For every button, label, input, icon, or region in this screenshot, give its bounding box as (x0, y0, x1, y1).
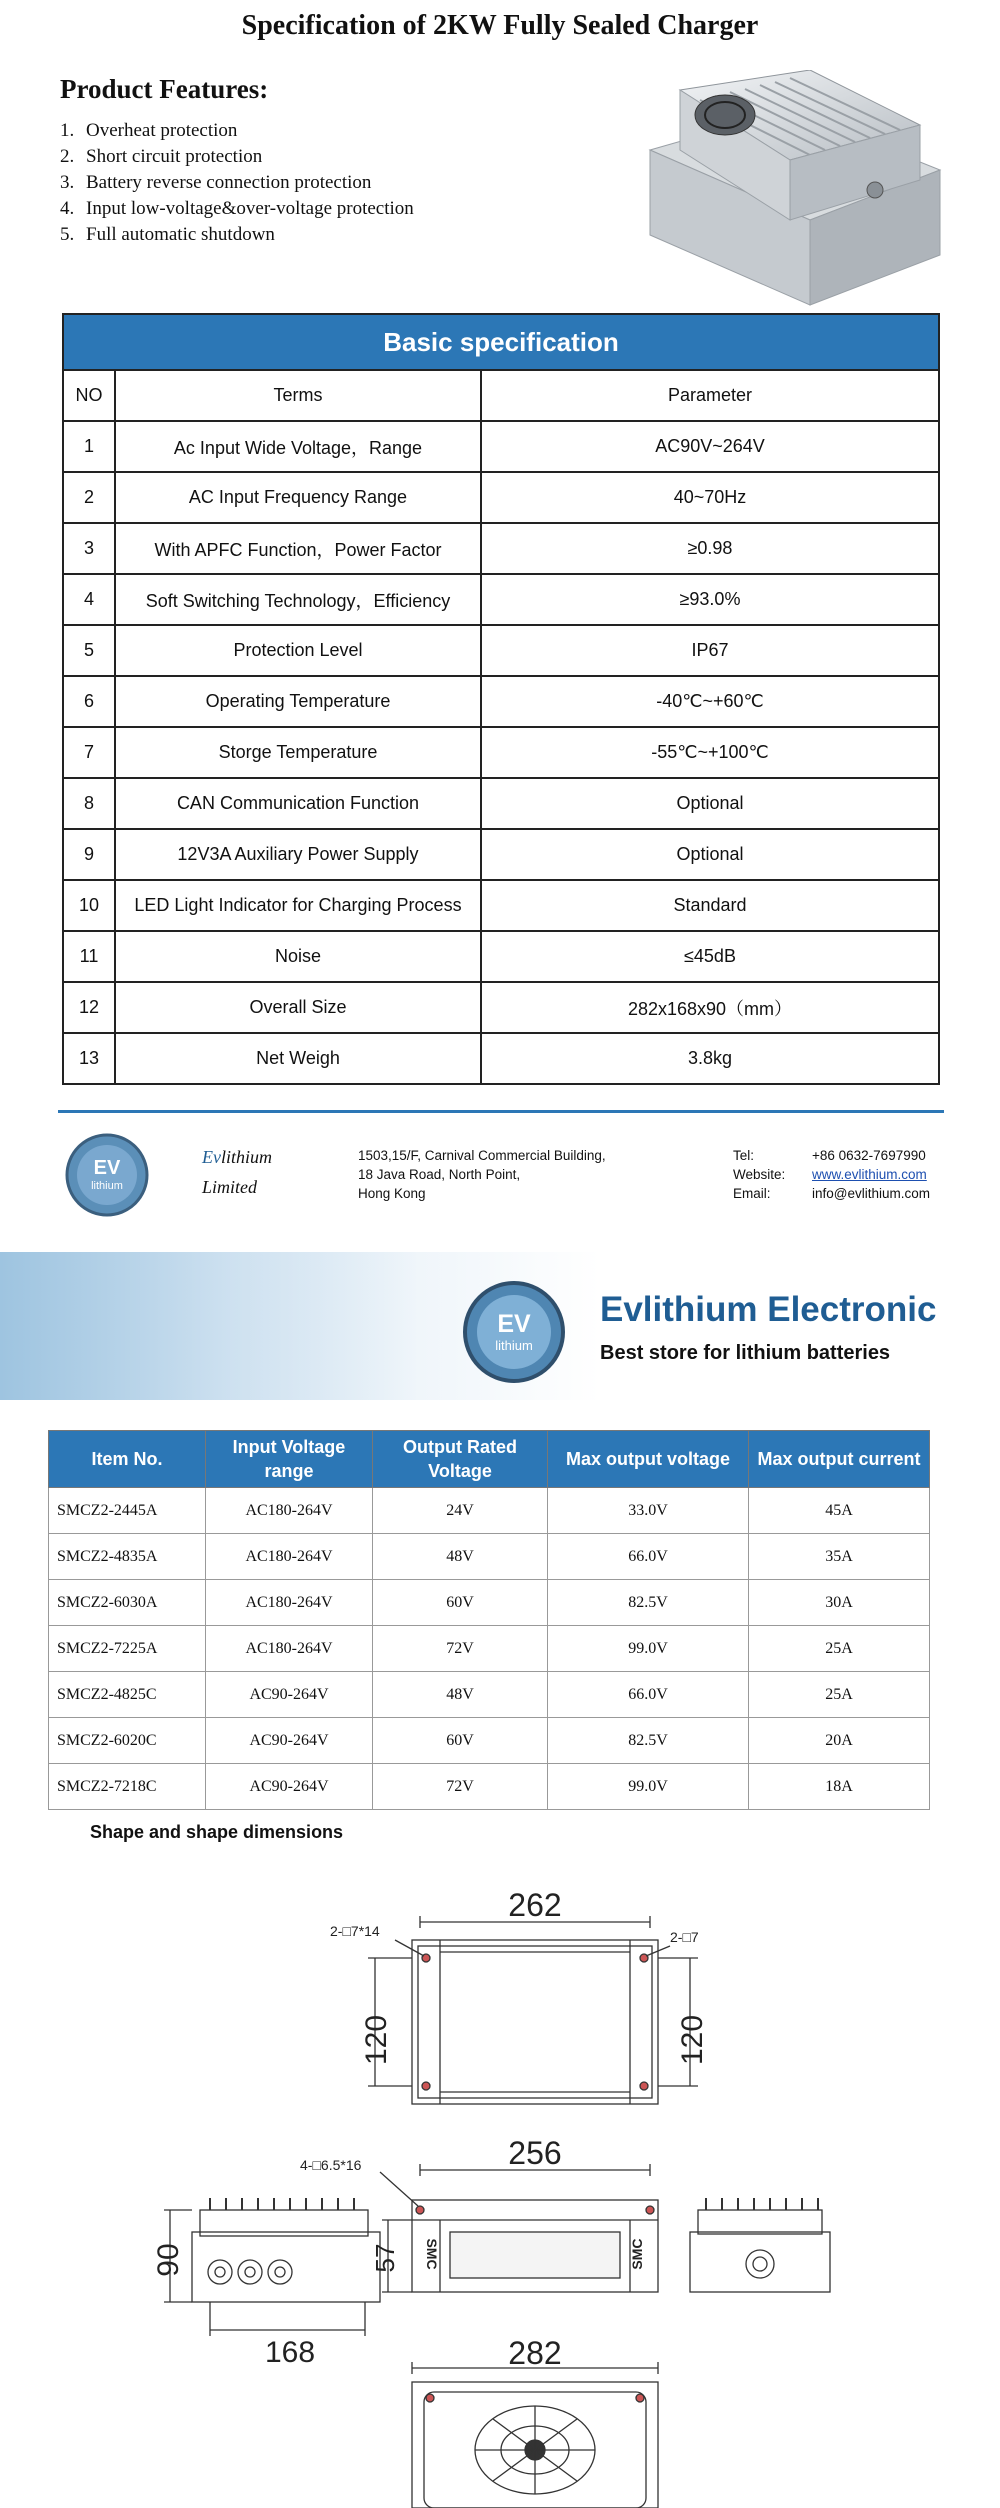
feature-item: 4. Input low-voltage&over-voltage protection (60, 198, 414, 219)
contact-labels: Tel: Website: Email: (733, 1148, 786, 1201)
spec-row (63, 829, 939, 880)
spec-term: Net Weigh (115, 1033, 481, 1084)
model-header-row (49, 1431, 930, 1488)
model-table (48, 1430, 930, 1810)
model-row: SMCZ2-6030A AC180-264V 60V 82.5V 30A (49, 1580, 930, 1626)
spec-term: CAN Communication Function (115, 778, 481, 829)
email-value: info@evlithium.com (812, 1186, 930, 1201)
header-max-output-current: Max output current (749, 1431, 930, 1488)
spec-parameter: 3.8kg (481, 1033, 939, 1084)
spec-no: 10 (63, 880, 115, 931)
model-row: SMCZ2-2445A AC180-264V 24V 33.0V 45A (49, 1488, 930, 1534)
spec-row (63, 472, 939, 523)
svg-text:EV: EV (93, 1157, 121, 1179)
dimension-drawing (150, 1880, 870, 2508)
side-brand-left: SMC (424, 2238, 440, 2270)
model-row: SMCZ2-7225A AC180-264V 72V 99.0V 25A (49, 1626, 930, 1672)
spec-parameter: Standard (481, 880, 939, 931)
dim-top-height-right: 120 (676, 2014, 709, 2066)
spec-no: 7 (63, 727, 115, 778)
spec-parameter: 282x168x90（mm） (481, 982, 939, 1033)
dim-side-height: 57 (370, 2243, 400, 2273)
spec-parameter: ≥0.98 (481, 523, 939, 574)
spec-no: 3 (63, 523, 115, 574)
feature-item: 1. Overheat protection (60, 120, 238, 141)
feature-item: 2. Short circuit protection (60, 146, 263, 167)
model-row: SMCZ2-6020C AC90-264V 60V 82.5V 20A (49, 1718, 930, 1764)
header-terms: Terms (115, 370, 481, 421)
spec-parameter: ≥93.0% (481, 574, 939, 625)
spec-term: Operating Temperature (115, 676, 481, 727)
spec-parameter: AC90V~264V (481, 421, 939, 472)
svg-text:lithium: lithium (495, 1338, 533, 1353)
spec-row (63, 676, 939, 727)
spec-no: 2 (63, 472, 115, 523)
header-input-voltage: Input Voltage range (206, 1431, 373, 1488)
charger-product-image (640, 70, 950, 310)
side-brand-right: SMC (629, 2238, 645, 2270)
dim-hole-left: 2-□7*14 (330, 1923, 380, 1939)
dim-hole-right: 2-□7 (670, 1929, 699, 1945)
spec-parameter: 40~70Hz (481, 472, 939, 523)
dim-side-width: 256 (508, 2135, 562, 2171)
features-list (60, 118, 414, 248)
spec-term: LED Light Indicator for Charging Process (115, 880, 481, 931)
spec-term: AC Input Frequency Range (115, 472, 481, 523)
dim-top-height-left: 120 (360, 2014, 393, 2066)
feature-item: 5. Full automatic shutdown (60, 224, 275, 245)
dim-bottom-width: 282 (508, 2335, 562, 2371)
dim-front-width: 168 (264, 2336, 316, 2369)
company-address: 1503,15/F, Carnival Commercial Building, 18 Java Road, North Point, Hong Kong (358, 1148, 606, 1201)
dim-top-width: 262 (508, 1887, 562, 1923)
brand-slogan: Best store for lithium batteries (600, 1342, 891, 1364)
front-view-drawing (152, 2198, 380, 2369)
spec-row (63, 727, 939, 778)
spec-no: 13 (63, 1033, 115, 1084)
model-row: SMCZ2-4825C AC90-264V 48V 66.0V 25A (49, 1672, 930, 1718)
features-title: Product Features: (60, 74, 269, 104)
spec-no: 11 (63, 931, 115, 982)
dim-side-holes: 4-□6.5*16 (300, 2157, 362, 2173)
spec-parameter: ≤45dB (481, 931, 939, 982)
page-title: Specification of 2KW Fully Sealed Charger (241, 10, 759, 41)
header-max-output-voltage: Max output voltage (548, 1431, 749, 1488)
spec-term: 12V3A Auxiliary Power Supply (115, 829, 481, 880)
spec-term: Ac Input Wide Voltage，Range (115, 421, 481, 472)
feature-item: 3. Battery reverse connection protection (60, 172, 372, 193)
svg-text:lithium: lithium (91, 1180, 123, 1192)
spec-header-row (63, 370, 939, 421)
spec-parameter: IP67 (481, 625, 939, 676)
company-name: Evlithium Limited (202, 1147, 272, 1197)
spec-row (63, 982, 939, 1033)
header-parameter: Parameter (481, 370, 939, 421)
spec-row (63, 931, 939, 982)
header-no: NO (63, 370, 115, 421)
spec-row (63, 880, 939, 931)
spec-term: Noise (115, 931, 481, 982)
spec-parameter: Optional (481, 829, 939, 880)
model-row: SMCZ2-4835A AC180-264V 48V 66.0V 35A (49, 1534, 930, 1580)
spec-term: Soft Switching Technology，Efficiency (115, 574, 481, 625)
header-item-no: Item No. (49, 1431, 206, 1488)
brand-title: Evlithium Electronic (600, 1290, 937, 1329)
header-output-rated-voltage: Output Rated Voltage (373, 1431, 548, 1488)
basic-spec-table (62, 313, 940, 1085)
side-view-drawing (300, 2135, 658, 2292)
spec-no: 4 (63, 574, 115, 625)
svg-text:EV: EV (497, 1310, 531, 1338)
spec-parameter: -40℃~+60℃ (481, 676, 939, 727)
spec-parameter: Optional (481, 778, 939, 829)
bottom-view-drawing (412, 2335, 658, 2508)
spec-no: 9 (63, 829, 115, 880)
spec-no: 8 (63, 778, 115, 829)
spec-row (63, 778, 939, 829)
footer-divider (58, 1110, 944, 1113)
contact-values (812, 1146, 930, 1203)
spec-no: 5 (63, 625, 115, 676)
top-view-drawing (330, 1887, 709, 2104)
spec-parameter: -55℃~+100℃ (481, 727, 939, 778)
tel-value: +86 0632-7697990 (812, 1148, 926, 1163)
spec-row (63, 523, 939, 574)
dim-front-height: 90 (152, 2243, 185, 2277)
spec-row (63, 574, 939, 625)
spec-no: 6 (63, 676, 115, 727)
end-view-drawing (690, 2198, 830, 2292)
spec-no: 12 (63, 982, 115, 1033)
spec-row (63, 625, 939, 676)
spec-term: Storge Temperature (115, 727, 481, 778)
model-row: SMCZ2-7218C AC90-264V 72V 99.0V 18A (49, 1764, 930, 1810)
spec-table-title: Basic specification (63, 314, 939, 370)
spec-term: Protection Level (115, 625, 481, 676)
spec-row (63, 1033, 939, 1084)
company-logo-icon (64, 1132, 150, 1218)
website-link[interactable]: www.evlithium.com (812, 1167, 927, 1182)
brand-logo-icon (462, 1280, 566, 1384)
spec-term: Overall Size (115, 982, 481, 1033)
dimensions-title: Shape and shape dimensions (90, 1822, 344, 1842)
spec-term: With APFC Function，Power Factor (115, 523, 481, 574)
spec-no: 1 (63, 421, 115, 472)
spec-row (63, 421, 939, 472)
